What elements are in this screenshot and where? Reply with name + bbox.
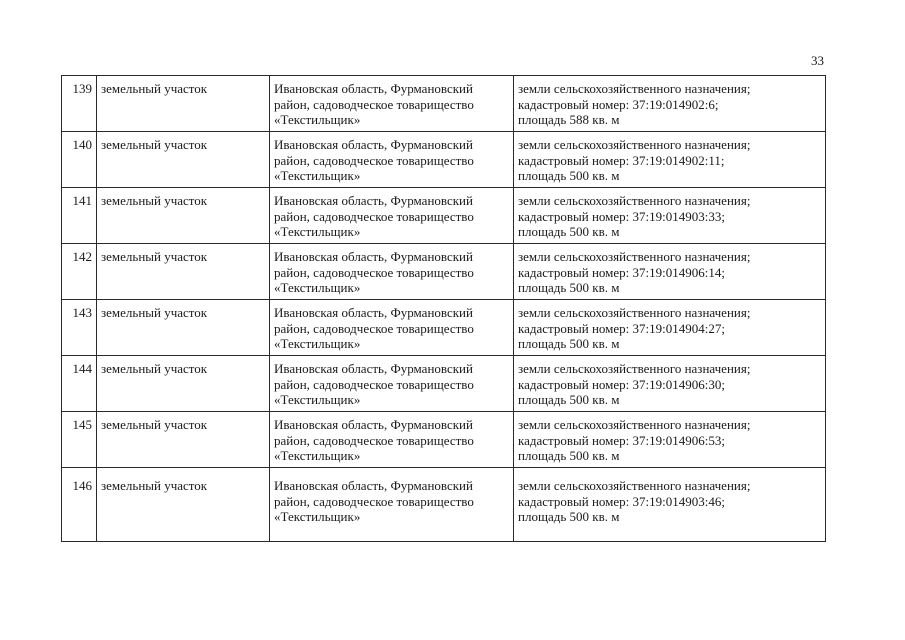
address-line: Ивановская область, Фурмановский	[274, 361, 473, 376]
row-number: 141	[62, 188, 97, 244]
property-address	[270, 468, 514, 542]
address-line: Ивановская область, Фурмановский	[274, 417, 473, 432]
address-line: «Текстильщик»	[274, 280, 361, 295]
property-address	[270, 132, 514, 188]
row-number: 139	[62, 76, 97, 132]
property-type: земельный участок	[97, 412, 270, 468]
address-line: Ивановская область, Фурмановский	[274, 193, 473, 208]
property-description	[514, 76, 826, 132]
address-line: район, садоводческое товарищество	[274, 152, 474, 168]
property-description	[514, 468, 826, 542]
property-description	[514, 412, 826, 468]
description-line: площадь 500 кв. м	[518, 224, 620, 239]
address-line: район, садоводческое товарищество	[274, 432, 474, 448]
row-number: 145	[62, 412, 97, 468]
table-row	[62, 300, 826, 356]
row-number: 140	[62, 132, 97, 188]
table-row	[62, 468, 826, 542]
property-type: земельный участок	[97, 468, 270, 542]
address-line: «Текстильщик»	[274, 509, 361, 524]
address-line: Ивановская область, Фурмановский	[274, 137, 473, 152]
address-line: Ивановская область, Фурмановский	[274, 249, 473, 264]
address-line: «Текстильщик»	[274, 112, 361, 127]
property-description	[514, 244, 826, 300]
description-line: кадастровый номер: 37:19:014903:33;	[518, 208, 725, 224]
property-type: земельный участок	[97, 188, 270, 244]
description-line: земли сельскохозяйственного назначения;	[518, 305, 751, 320]
property-type: земельный участок	[97, 300, 270, 356]
address-line: район, садоводческое товарищество	[274, 96, 474, 112]
table-row	[62, 132, 826, 188]
address-line: район, садоводческое товарищество	[274, 493, 474, 509]
property-address	[270, 188, 514, 244]
property-description	[514, 188, 826, 244]
description-line: кадастровый номер: 37:19:014906:14;	[518, 264, 725, 280]
description-line: площадь 500 кв. м	[518, 392, 620, 407]
address-line: Ивановская область, Фурмановский	[274, 81, 473, 96]
property-description	[514, 132, 826, 188]
description-line: земли сельскохозяйственного назначения;	[518, 478, 751, 493]
address-line: район, садоводческое товарищество	[274, 320, 474, 336]
property-type: земельный участок	[97, 76, 270, 132]
address-line: район, садоводческое товарищество	[274, 264, 474, 280]
address-line: «Текстильщик»	[274, 168, 361, 183]
land-plots-table	[61, 75, 826, 542]
address-line: Ивановская область, Фурмановский	[274, 478, 473, 493]
row-number: 142	[62, 244, 97, 300]
row-number: 143	[62, 300, 97, 356]
description-line: кадастровый номер: 37:19:014902:11;	[518, 152, 725, 168]
property-description	[514, 356, 826, 412]
description-line: кадастровый номер: 37:19:014904:27;	[518, 320, 725, 336]
table-row	[62, 412, 826, 468]
description-line: кадастровый номер: 37:19:014902:6;	[518, 96, 719, 112]
description-line: земли сельскохозяйственного назначения;	[518, 193, 751, 208]
property-address	[270, 356, 514, 412]
table-row	[62, 188, 826, 244]
description-line: площадь 588 кв. м	[518, 112, 620, 127]
description-line: земли сельскохозяйственного назначения;	[518, 249, 751, 264]
property-description	[514, 300, 826, 356]
page-number: 33	[811, 53, 824, 68]
description-line: площадь 500 кв. м	[518, 280, 620, 295]
address-line: «Текстильщик»	[274, 224, 361, 239]
property-type: земельный участок	[97, 132, 270, 188]
description-line: площадь 500 кв. м	[518, 448, 620, 463]
address-line: «Текстильщик»	[274, 336, 361, 351]
description-line: земли сельскохозяйственного назначения;	[518, 361, 751, 376]
address-line: «Текстильщик»	[274, 392, 361, 407]
property-address	[270, 76, 514, 132]
row-number: 146	[62, 468, 97, 542]
description-line: площадь 500 кв. м	[518, 509, 620, 524]
row-number: 144	[62, 356, 97, 412]
table-row	[62, 76, 826, 132]
property-address	[270, 300, 514, 356]
description-line: кадастровый номер: 37:19:014903:46;	[518, 493, 725, 509]
address-line: Ивановская область, Фурмановский	[274, 305, 473, 320]
property-address	[270, 244, 514, 300]
description-line: земли сельскохозяйственного назначения;	[518, 137, 751, 152]
property-type: земельный участок	[97, 244, 270, 300]
description-line: площадь 500 кв. м	[518, 168, 620, 183]
table-row	[62, 244, 826, 300]
address-line: район, садоводческое товарищество	[274, 208, 474, 224]
property-type: земельный участок	[97, 356, 270, 412]
description-line: кадастровый номер: 37:19:014906:53;	[518, 432, 725, 448]
description-line: земли сельскохозяйственного назначения;	[518, 81, 751, 96]
address-line: «Текстильщик»	[274, 448, 361, 463]
description-line: кадастровый номер: 37:19:014906:30;	[518, 376, 725, 392]
description-line: земли сельскохозяйственного назначения;	[518, 417, 751, 432]
description-line: площадь 500 кв. м	[518, 336, 620, 351]
property-address	[270, 412, 514, 468]
address-line: район, садоводческое товарищество	[274, 376, 474, 392]
table-row	[62, 356, 826, 412]
